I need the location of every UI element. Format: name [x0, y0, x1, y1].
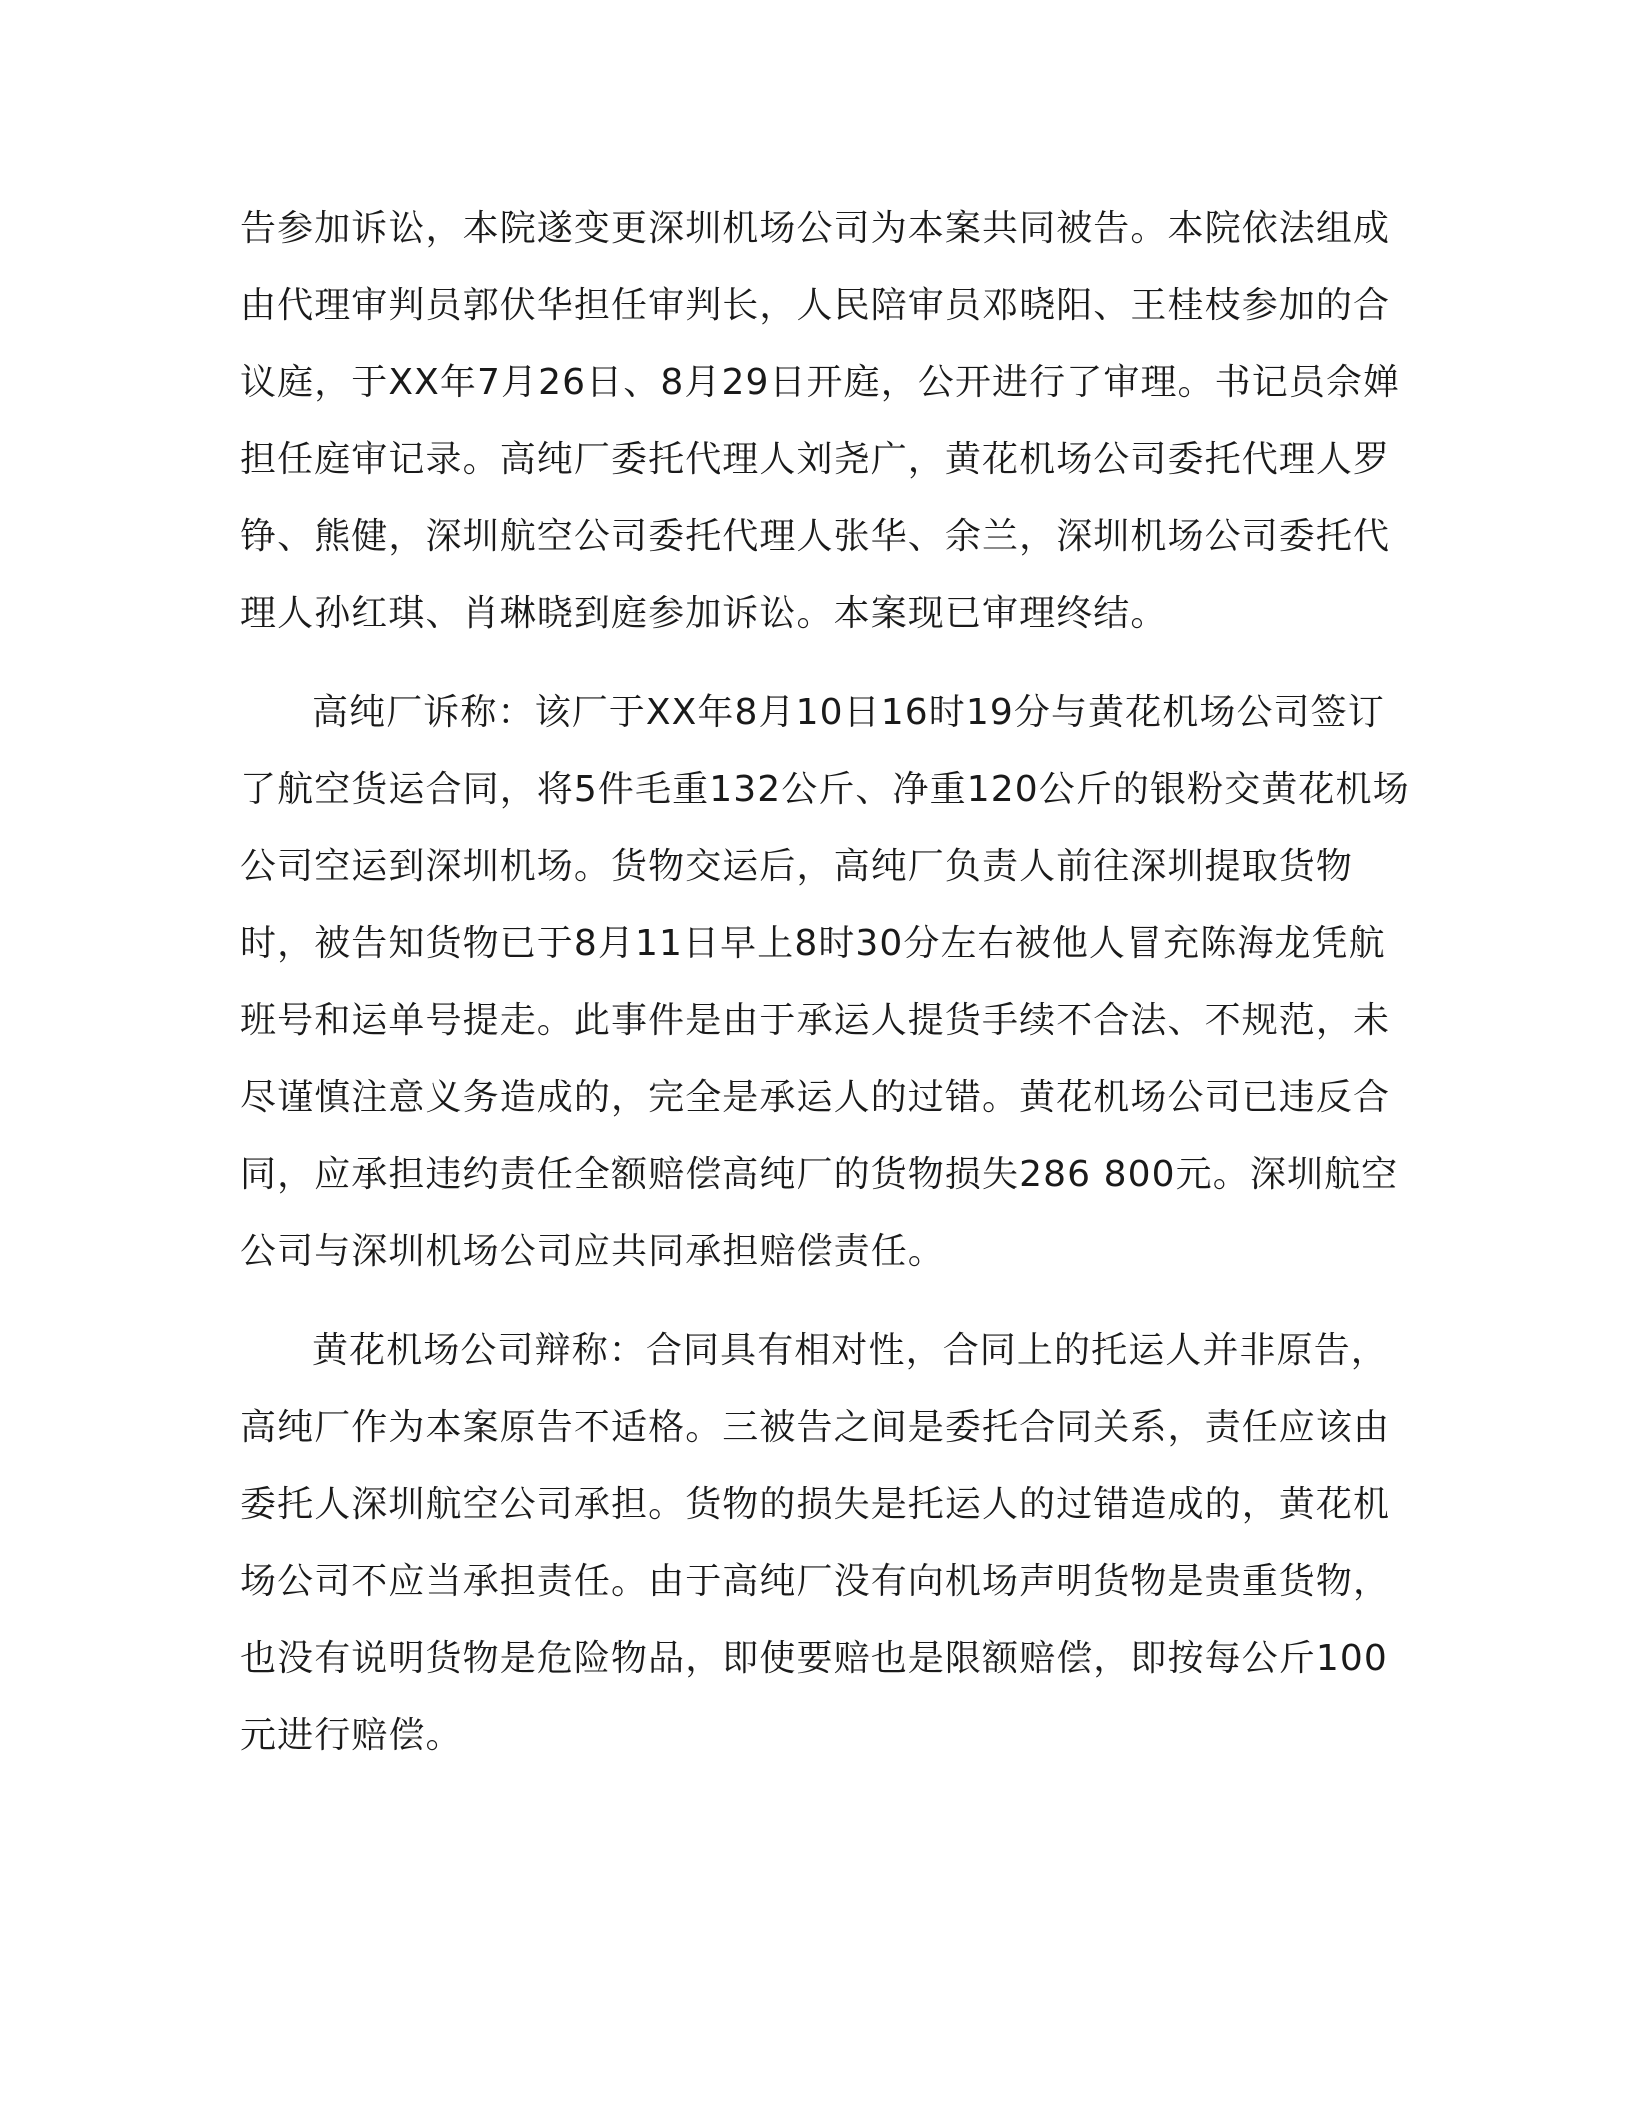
paragraph-defendant-defense: 黄花机场公司辩称：合同具有相对性，合同上的托运人并非原告，高纯厂作为本案原告不适格。三被告之间是委托合同关系，责任应该由委托人深圳航空公司承担。货物的损失是托运人的过错造成的，黄花机场公司不应当承担责任。由于高纯厂没有向机场声明货物是贵重货物，也没有说明货物是危险物品，即使要赔也是限额赔偿，即按每公斤100元进行赔偿。: [240, 1330, 1391, 1756]
document-body: [240, 190, 1410, 1774]
paragraph-plaintiff-claim: 高纯厂诉称：该厂于XX年8月10日16时19分与黄花机场公司签订了航空货运合同，将5件毛重132公斤、净重120公斤的银粉交黄花机场公司空运到深圳机场。货物交运后，高纯厂负责人前往深圳提取货物时，被告知货物已于8月11日早上8时30分左右被他人冒充陈海龙凭航班号和运单号提走。此事件是由于承运人提货手续不合法、不规范，未尽谨慎注意义务造成的，完全是承运人的过错。黄花机场公司已违反合同，应承担违约责任全额赔偿高纯厂的货物损失286 800元。深圳航空公司与深圳机场公司应共同承担赔偿责任。: [240, 692, 1410, 1272]
paragraph-continuation: 告参加诉讼，本院遂变更深圳机场公司为本案共同被告。本院依法组成由代理审判员郭伏华担任审判长，人民陪审员邓晓阳、王桂枝参加的合议庭，于XX年7月26日、8月29日开庭，公开进行了审理。书记员佘婵担任庭审记录。高纯厂委托代理人刘尧广，黄花机场公司委托代理人罗铮、熊健，深圳航空公司委托代理人张华、余兰，深圳机场公司委托代理人孙红琪、肖琳晓到庭参加诉讼。本案现已审理终结。: [240, 208, 1401, 634]
